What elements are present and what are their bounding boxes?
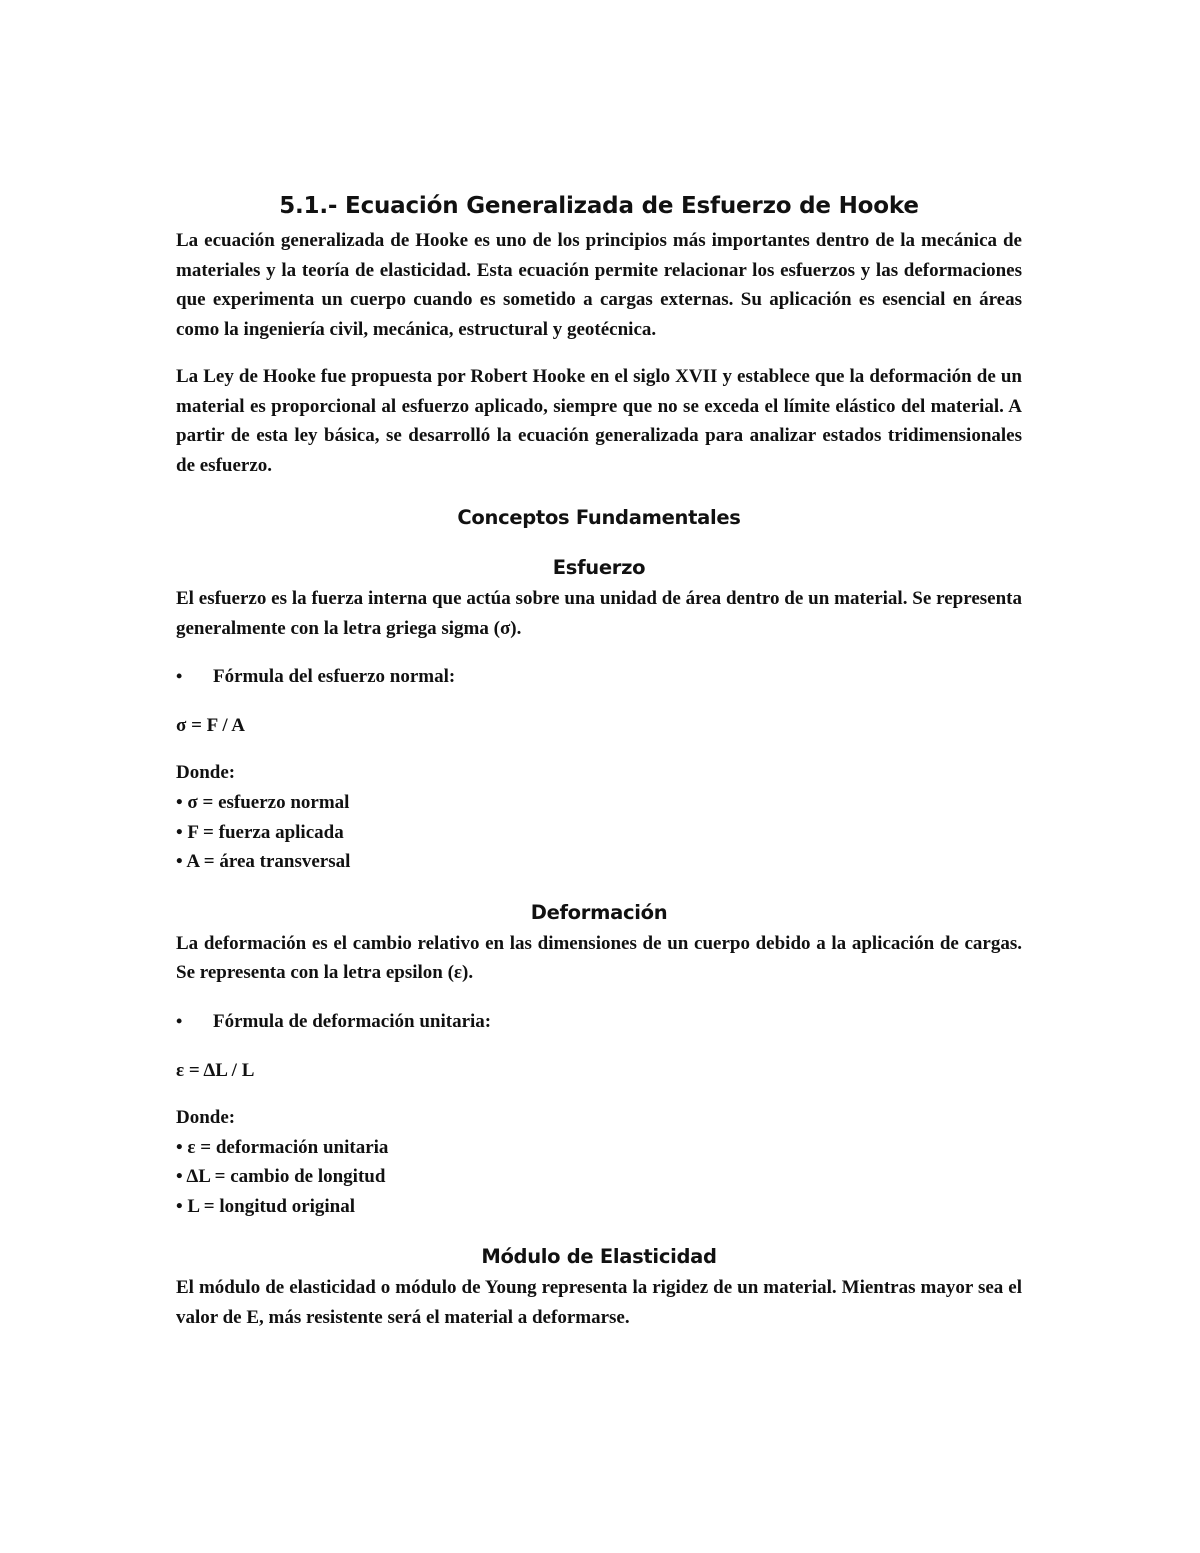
deformacion-formula-bullet	[176, 1006, 1022, 1037]
deformacion-formula-label: Fórmula de deformación unitaria:	[213, 1010, 492, 1032]
esfuerzo-heading: Esfuerzo	[552, 556, 646, 579]
list-item: • σ = esfuerzo normal	[176, 792, 350, 813]
bullet-icon: •	[176, 666, 183, 686]
esfuerzo-variable-list	[176, 788, 1022, 877]
concepts-heading: Conceptos Fundamentales	[457, 506, 741, 529]
esfuerzo-donde: Donde:	[176, 762, 236, 783]
deformacion-variable-list	[176, 1133, 1022, 1222]
list-item: • ΔL = cambio de longitud	[176, 1166, 386, 1187]
modulo-paragraph: El módulo de elasticidad o módulo de Young representa la rigidez de un material. Mientras mayor sea el valor de E, más resistente será el material a deformarse.	[176, 1277, 1022, 1328]
modulo-heading: Módulo de Elasticidad	[481, 1245, 717, 1268]
esfuerzo-paragraph: El esfuerzo es la fuerza interna que actúa sobre una unidad de área dentro de un material. Se representa generalmente con la letra griega sigma (σ).	[176, 588, 1022, 639]
esfuerzo-formula-label: Fórmula del esfuerzo normal:	[213, 666, 456, 687]
intro-paragraph-1: La ecuación generalizada de Hooke es uno de los principios más importantes dentro de la mecánica de materiales y la teoría de elasticidad. Esta ecuación permite relacionar los esfuerzos y las deformaciones que experimenta un cuerpo cuando es sometido a cargas externas. Su aplicación es esencial en áreas como la ingeniería civil, mecánica, estructural y geotécnica.	[176, 230, 1022, 340]
intro-paragraph-2: La Ley de Hooke fue propuesta por Robert Hooke en el siglo XVII y establece que la deformación de un material es proporcional al esfuerzo aplicado, siempre que no se exceda el límite elástico del material. A partir de esta ley básica, se desarrolló la ecuación generalizada para analizar estados tridimensionales de esfuerzo.	[176, 366, 1022, 476]
document-title: 5.1.- Ecuación Generalizada de Esfuerzo de Hooke	[279, 193, 919, 219]
deformacion-formula: ε = ΔL / L	[176, 1059, 255, 1081]
bullet-icon: •	[176, 1010, 183, 1031]
deformacion-donde: Donde:	[176, 1106, 236, 1128]
deformacion-paragraph: La deformación es el cambio relativo en las dimensiones de un cuerpo debido a la aplicación de cargas. Se representa con la letra epsilon (ε).	[176, 932, 1022, 983]
deformacion-heading: Deformación	[530, 900, 668, 924]
document-page	[176, 186, 1022, 1332]
list-item: • A = área transversal	[176, 851, 351, 872]
esfuerzo-formula-bullet	[176, 661, 1022, 692]
esfuerzo-formula: σ = F / A	[176, 715, 246, 736]
list-item: • ε = deformación unitaria	[176, 1136, 389, 1158]
list-item: • F = fuerza aplicada	[176, 821, 344, 843]
list-item: • L = longitud original	[176, 1195, 356, 1217]
